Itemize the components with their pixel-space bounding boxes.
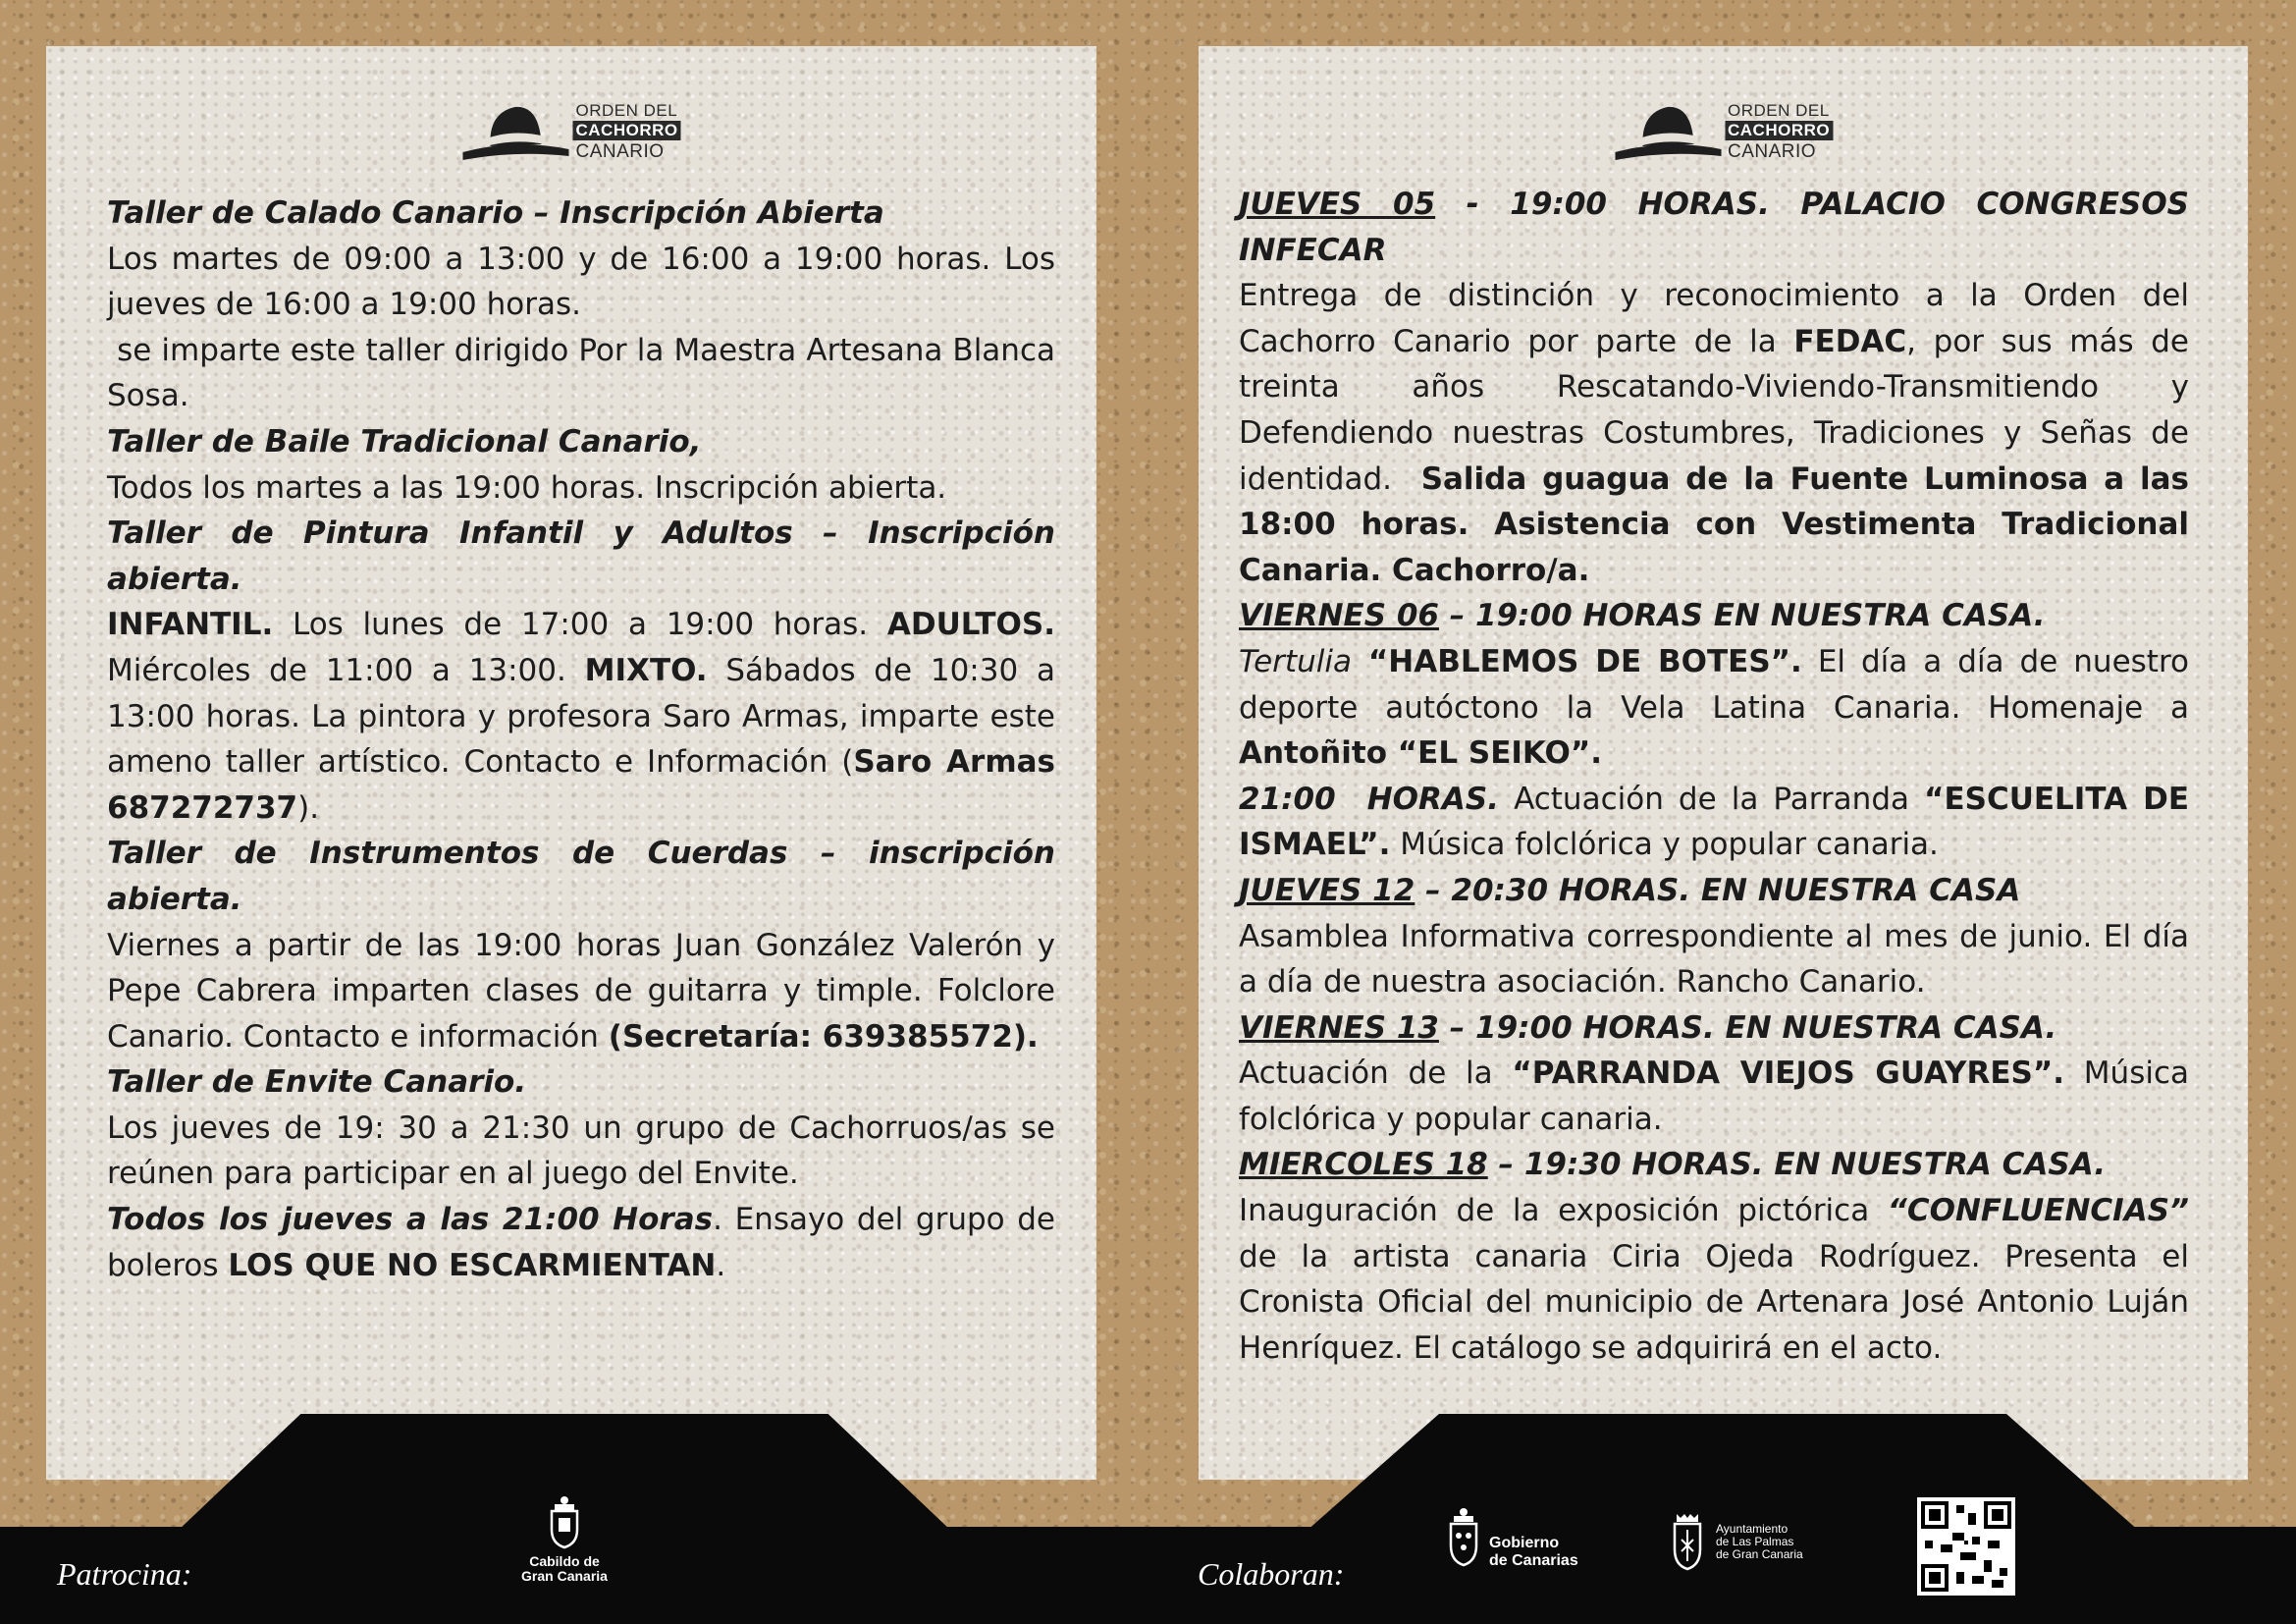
pintura-contact: Saro Armas 687272737	[107, 744, 1055, 826]
logo-line-2: CACHORRO	[1725, 121, 1833, 140]
event-3-head: – 20:30 HORAS. EN NUESTRA CASA	[1415, 872, 2021, 908]
envite-description: Los jueves de 19: 30 a 21:30 un grupo de Cachorruos/as se reúnen para participar en al juego del Envite.	[107, 1110, 1055, 1192]
event-4-parranda: “PARRANDA VIEJOS GUAYRES”.	[1512, 1056, 2065, 1092]
event-3-day: JUEVES 12	[1239, 872, 1415, 908]
cabildo-line-1: Cabildo de	[529, 1553, 600, 1569]
baile-title: Taller de Baile Tradicional Canario,	[107, 423, 702, 460]
event-3-heading	[1239, 868, 2189, 914]
event-1-description	[1239, 273, 2199, 593]
gobierno-line-1: Gobierno	[1489, 1535, 1560, 1551]
event-5-head: – 19:30 HORAS. EN NUESTRA CASA.	[1487, 1147, 2107, 1183]
ayto-line-3: de Gran Canaria	[1716, 1547, 1803, 1561]
calado-title: Taller de Calado Canario – Inscripción Abierta	[107, 195, 884, 231]
hat-icon	[1613, 95, 1723, 164]
workshops-text	[107, 190, 1065, 1288]
event-4-heading	[1239, 1005, 2189, 1052]
ayto-line-2: de Las Palmas	[1716, 1535, 1794, 1548]
boleros-text: . Ensayo del grupo de boleros	[107, 1202, 1055, 1283]
event-4-day: VIERNES 13	[1239, 1009, 1439, 1046]
event-5-day: MIERCOLES 18	[1239, 1147, 1488, 1183]
event-2-tertulia: Tertulia	[1239, 643, 1352, 679]
patrocina-label: Patrocina:	[57, 1556, 192, 1592]
pintura-description	[107, 602, 1055, 831]
boleros-description	[107, 1197, 1055, 1288]
pintura-adultos: ADULTOS.	[886, 607, 1055, 643]
event-1-head: - 19:00 HORAS. PALACIO CONGRESOS INFECAR	[1239, 187, 2189, 268]
event-4-head: – 19:00 HORAS. EN NUESTRA CASA.	[1438, 1009, 2057, 1046]
colaboran-label: Colaboran:	[1198, 1556, 1345, 1592]
gobierno-canarias-logo	[1489, 1535, 1578, 1570]
cuerdas-title: Taller de Instrumentos de Cuerdas – inscripción abierta.	[107, 836, 1055, 917]
ayuntamiento-logo	[1716, 1523, 1803, 1561]
cuerdas-text: Viernes a partir de las 19:00 horas Juan González Valerón y Pepe Cabrera imparten clases de guitarra y timple. Folclore Canario. Contacto e información	[107, 927, 1055, 1055]
orden-cachorro-logo	[1613, 95, 1834, 164]
pintura-text-2: Miércoles de 11:00 a 13:00.	[107, 652, 585, 688]
event-2-text-2: Actuación de la Parranda	[1498, 781, 1925, 817]
cabildo-gran-canaria-logo	[510, 1494, 618, 1584]
envite-title: Taller de Envite Canario.	[107, 1064, 527, 1101]
event-2b-description	[1239, 777, 2189, 868]
logo-line-2: CACHORRO	[573, 121, 681, 140]
ayuntamiento-crest-icon	[1671, 1512, 1704, 1571]
baile-schedule: Todos los martes a las 19:00 horas. Inscripción abierta.	[107, 469, 947, 506]
pintura-mixto: MIXTO.	[584, 652, 708, 688]
event-2-heading	[1239, 593, 2189, 639]
event-2-description	[1239, 639, 2189, 777]
logo-line-3: CANARIO	[575, 141, 665, 162]
event-1-text-1: Entrega de distinción y reconocimiento a la Orden del Cachorro Canario por parte de la	[1239, 278, 2189, 359]
event-1-heading	[1239, 182, 2189, 273]
left-panel	[46, 46, 1096, 1480]
events-text	[1239, 182, 2199, 1371]
event-1-text-2: , por sus más de treinta años Rescatando-Viviendo-Transmitiendo y Defendiendo nuestras Costumbres, Tradiciones y Señas de identidad.	[1239, 323, 2199, 497]
event-2-time: 21:00 HORAS.	[1239, 781, 1499, 817]
logo-line-1: ORDEN DEL	[575, 101, 678, 120]
logo-line-1: ORDEN DEL	[1728, 101, 1830, 120]
calado-teacher: se imparte este taller dirigido Por la Maestra Artesana Blanca Sosa.	[107, 332, 1065, 414]
event-1-fedac: FEDAC	[1793, 323, 1907, 359]
event-2-text-3: Música folclórica y popular canaria.	[1390, 827, 1939, 863]
event-4-description	[1239, 1051, 2189, 1142]
event-5-description	[1239, 1188, 2189, 1371]
event-5-heading	[1239, 1142, 2189, 1188]
event-2-text: El día a día de nuestro deporte autóctono la Vela Latina Canaria. Homenaje a	[1239, 643, 2189, 726]
event-1-day: JUEVES 05	[1239, 187, 1436, 222]
pintura-title: Taller de Pintura Infantil y Adultos – Inscripción abierta.	[107, 515, 1055, 597]
qr-code-icon[interactable]	[1917, 1497, 2015, 1596]
event-5-text-1: Inauguración de la exposición pictórica	[1239, 1193, 1888, 1229]
event-2-day: VIERNES 06	[1239, 598, 1439, 634]
event-4-text-2: Música folclórica y popular canaria.	[1239, 1056, 2190, 1137]
qr-code-pattern	[1917, 1497, 2015, 1596]
pintura-text-1: Los lunes de 17:00 a 19:00 horas.	[273, 607, 887, 643]
gobierno-canarias-crest-icon	[1447, 1506, 1480, 1569]
pintura-text-4: ).	[297, 789, 320, 826]
gobierno-line-2: de Canarias	[1489, 1552, 1578, 1569]
event-2-name: “HABLEMOS DE BOTES”.	[1351, 643, 1802, 679]
event-3-description: Asamblea Informativa correspondiente al mes de junio. El día a día de nuestra asociación. Rancho Canario.	[1239, 918, 2189, 1001]
cabildo-line-2: Gran Canaria	[521, 1568, 608, 1584]
calado-schedule: Los martes de 09:00 a 13:00 y de 16:00 a 19:00 horas. Los jueves de 16:00 a 19:00 horas.	[107, 241, 1055, 323]
event-2-honoree: Antoñito “EL SEIKO”.	[1239, 735, 1603, 772]
event-5-text-2: de la artista canaria Ciria Ojeda Rodríguez. Presenta el Cronista Oficial del municipio de Artenara José Antonio Luján Henríquez. El catálogo se adquirirá en el acto.	[1239, 1238, 2189, 1366]
logo-line-3: CANARIO	[1728, 141, 1817, 162]
ayto-line-1: Ayuntamiento	[1716, 1522, 1789, 1536]
pintura-text-3: Sábados de 10:30 a 13:00 horas. La pintora y profesora Saro Armas, imparte este ameno taller artístico. Contacto e Información (	[107, 652, 1055, 781]
event-1-bold: Salida guagua de la Fuente Luminosa a las 18:00 horas. Asistencia con Vestimenta Tradicional Canaria. Cachorro/a.	[1239, 460, 2189, 588]
event-5-expo: “CONFLUENCIAS”	[1887, 1193, 2189, 1229]
cuerdas-description	[107, 923, 1055, 1060]
cuerdas-contact: (Secretaría: 639385572).	[608, 1018, 1039, 1055]
right-panel	[1199, 46, 2248, 1480]
boleros-end: .	[716, 1247, 726, 1283]
event-2-head: – 19:00 HORAS EN NUESTRA CASA.	[1438, 598, 2046, 634]
pintura-infantil: INFANTIL.	[107, 607, 274, 643]
event-4-text-1: Actuación de la	[1239, 1056, 1513, 1092]
event-2-parranda: “ESCUELITA DE ISMAEL”.	[1239, 781, 2189, 863]
boleros-group: LOS QUE NO ESCARMIENTAN	[228, 1247, 717, 1283]
hat-icon	[461, 95, 571, 164]
crest-icon	[547, 1494, 582, 1549]
orden-cachorro-logo	[461, 95, 682, 164]
boleros-title: Todos los jueves a las 21:00 Horas	[107, 1202, 714, 1238]
